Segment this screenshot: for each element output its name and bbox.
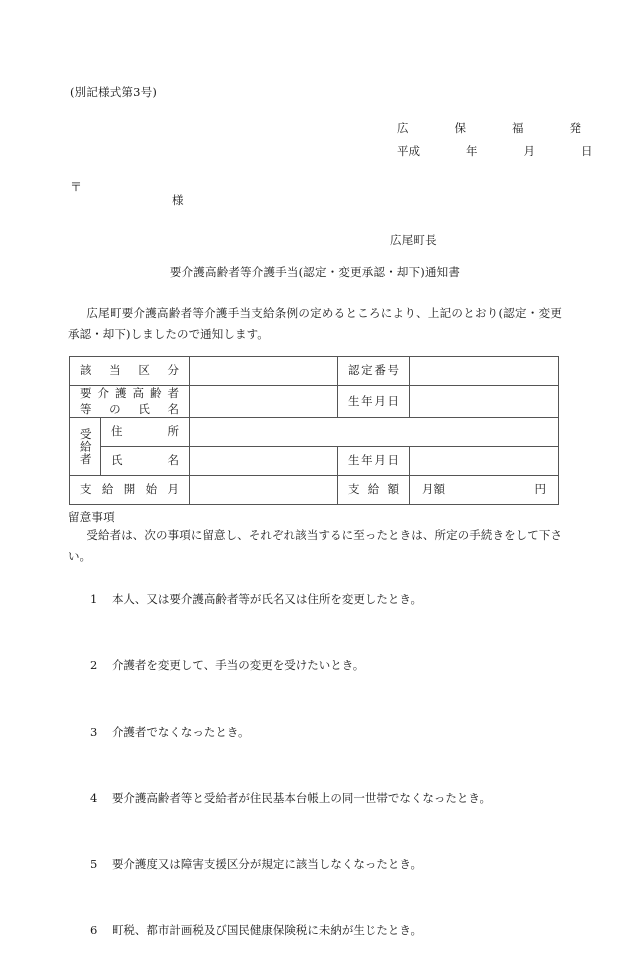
row-label-birthdate-recipient: 生年月日 [338,447,410,476]
notes-heading: 留意事項 [68,510,115,524]
row-label-start-month: 支給開始月 [70,476,190,505]
table-row [70,447,559,476]
row-value-elderly-name[interactable] [190,386,338,418]
list-item [68,698,568,764]
list-item [68,632,568,698]
row-label-category: 該当区分 [70,357,190,386]
row-value-address[interactable] [190,418,559,447]
table-row [70,357,559,386]
row-value-payment-amount[interactable] [410,476,559,505]
document-date-line: 平成 年 月 日 [397,144,593,158]
body-paragraph: 広尾町要介護高齢者等介護手当支給条例の定めるところにより、上記のとおり(認定・変更承認・却下)しましたので通知します。 [68,306,562,342]
amount-prefix-label: 月額 [422,482,445,497]
list-item-text: 介護者を変更して、手当の変更を受けたいとき。 [111,658,365,673]
document-number-line: 広 保 福 発 [397,121,581,135]
list-item [68,831,568,897]
table-row [70,418,559,447]
row-value-recipient-name[interactable] [190,447,338,476]
issuer-name: 広尾町長 [390,233,437,247]
amount-unit-label: 円 [534,482,546,497]
notification-details-table [69,356,559,505]
list-item-number: 1 [89,592,98,607]
list-item-number: 5 [89,857,98,872]
list-item-number: 2 [89,658,98,673]
list-item-text: 本人、又は要介護高齢者等が氏名又は住所を変更したとき。 [111,592,422,607]
row-label-certification-number: 認定番号 [338,357,410,386]
list-item-number: 6 [89,923,98,938]
notes-lead-paragraph: 受給者は、次の事項に留意し、それぞれ該当するに至ったときは、所定の手続きをして下さい。 [68,528,562,564]
list-item-text: 介護者でなくなったとき。 [111,724,250,739]
row-label-recipient-group: 受給者 [70,418,101,476]
list-item-number: 3 [89,724,98,739]
row-label-birthdate-elderly: 生年月日 [338,386,410,418]
list-item-number: 4 [89,790,98,805]
form-number: (別記様式第3号) [70,85,158,99]
list-item-text: 要介護度又は障害支援区分が規定に該当しなくなったとき。 [111,857,422,872]
row-label-address: 住所 [101,418,190,447]
list-item-text: 町税、都市計画税及び国民健康保険税に未納が生じたとき。 [111,923,422,938]
row-label-elderly-name: 要介護高齢者 等の氏名 [70,386,190,418]
table-row [70,476,559,505]
page-title: 要介護高齢者等介護手当(認定・変更承認・却下)通知書 [169,265,461,279]
row-label-recipient-name: 氏名 [101,447,190,476]
row-value-birthdate-elderly[interactable] [410,386,559,418]
list-item [68,897,568,963]
postal-code-icon: 〒 [70,180,83,194]
row-value-birthdate-recipient[interactable] [410,447,559,476]
row-value-start-month[interactable] [190,476,338,505]
list-item [68,765,568,831]
row-value-category[interactable] [190,357,338,386]
row-value-certification-number[interactable] [410,357,559,386]
list-item [68,566,568,632]
table-row [70,386,559,418]
notes-list [68,566,568,963]
list-item-text: 要介護高齢者等と受給者が住民基本台帳上の同一世帯でなくなったとき。 [111,790,491,805]
addressee-honorific: 様 [172,193,184,207]
row-label-payment-amount: 支給額 [338,476,410,505]
